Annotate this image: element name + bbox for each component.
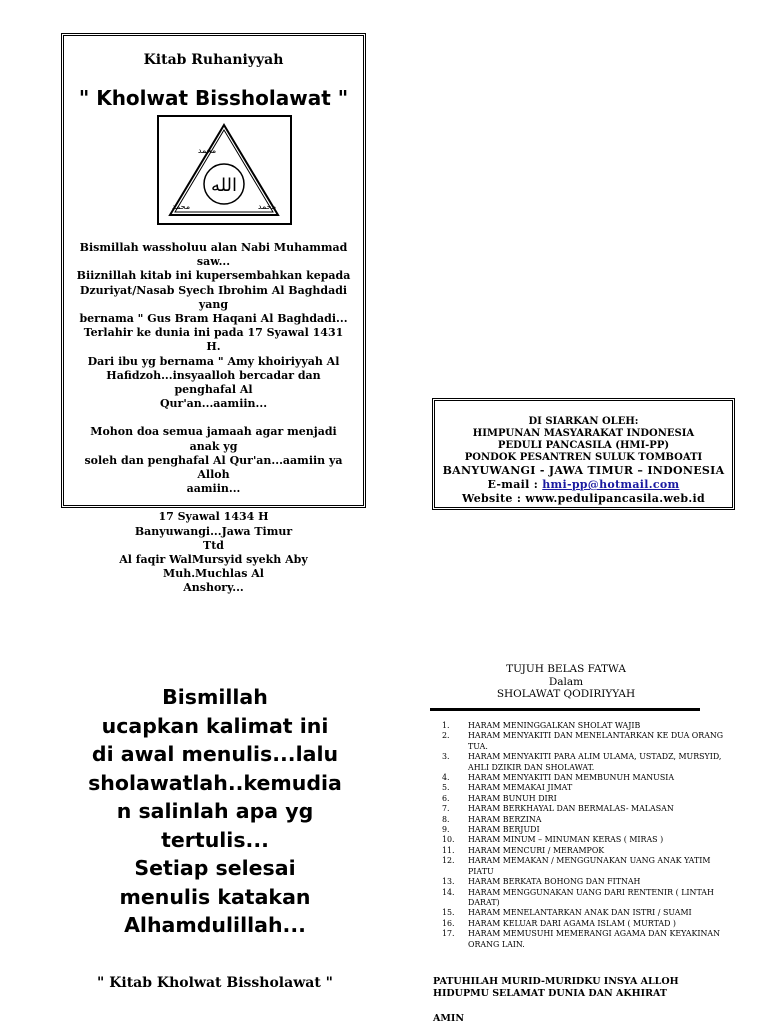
bismillah-block <box>60 683 370 940</box>
cover-line: Banyuwangi...Jawa Timur <box>134 524 293 538</box>
fatwa-item: 10. HARAM MINUM – MINUMAN KERAS ( MIRAS ) <box>442 835 664 845</box>
footer-title: " Kitab Kholwat Bissholawat " <box>97 975 333 991</box>
fatwa-item: 16. HARAM KELUAR DARI AGAMA ISLAM ( MURTAD ) <box>442 918 677 928</box>
fatwa-item: 1. HARAM MENINGGALKAN SHOLAT WAJIB <box>442 721 641 730</box>
bismillah-line: di awal menulis...lalu <box>91 742 339 766</box>
cover-line: soleh dan penghafal Al Qur'an...aamiin ya Alloh <box>84 453 343 482</box>
fatwa-heading-line: SHOLAWAT QODIRIYYAH <box>496 688 636 700</box>
fatwa-item: 15. HARAM MENELANTARKAN ANAK DAN ISTRI / SUAMI <box>442 908 692 918</box>
bismillah-line: n salinlah apa yg <box>116 799 314 823</box>
fatwa-divider <box>430 708 700 711</box>
cover-line: Ttd <box>203 538 224 552</box>
cover-line: Dzuriyat/Nasab Syech Ibrohim Al Baghdadi yang <box>79 283 348 311</box>
closing-line: PATUHILAH MURID-MURIDKU INSYA ALLOH <box>433 976 679 987</box>
cover-line: Al faqir WalMursyid syekh Aby Muh.Muchlas Al <box>119 553 308 581</box>
bismillah-line: Setiap selesai <box>134 856 296 880</box>
publisher-line: HIMPUNAN MASYARAKAT INDONESIA <box>472 428 695 439</box>
bismillah-line: ucapkan kalimat ini <box>101 713 329 738</box>
cover-line: aamiin... <box>186 482 241 496</box>
fatwa-item: 11. HARAM MENCURI / MERAMPOK <box>442 845 605 855</box>
fatwa-item: 13. HARAM BERKATA BOHONG DAN FITNAH <box>442 877 641 887</box>
publisher-line: PEDULI PANCASILA (HMI-PP) <box>497 440 670 451</box>
publisher-website: Website : www.pedulipancasila.web.id <box>462 492 705 505</box>
emblem-corner-right: محمد <box>257 202 277 211</box>
cover-line: Anshory... <box>183 581 244 595</box>
emblem-image <box>157 115 292 225</box>
cover-line: bernama " Gus Bram Haqani Al Baghdadi... <box>79 312 348 326</box>
cover-line: Terlahir ke dunia ini pada 17 Syawal 1431 H. <box>83 326 344 354</box>
cover-line: Bismillah wassholuu alan Nabi Muhammad saw... <box>79 241 348 269</box>
bismillah-line: tertulis... <box>161 827 269 852</box>
bismillah-line: sholawatlah..kemudia <box>88 770 342 795</box>
closing-text <box>433 976 733 1000</box>
emblem-corner-left: محمد <box>171 202 191 211</box>
cover-kitab-label: Kitab Ruhaniyyah <box>143 52 284 68</box>
fatwa-item: 12. HARAM MEMAKAN / MENGGUNAKAN UANG ANAK YATIM PIATU <box>442 856 711 876</box>
emblem-corner-top: محمد <box>197 146 217 155</box>
publisher-email-row <box>435 478 732 492</box>
cover-panel <box>61 33 366 595</box>
cover-line: Dari ibu yg bernama " Amy khoiriyyah Al <box>87 354 340 368</box>
fatwa-item: 5. HARAM MEMAKAI JIMAT <box>442 783 573 793</box>
fatwa-heading-line: Dalam <box>548 675 584 688</box>
fatwa-item: 14. HARAM MENGGUNAKAN UANG DARI RENTENIR ( LINTAH DARAT) <box>442 887 714 907</box>
email-link[interactable]: hmi-pp@hotmail.com <box>542 478 680 491</box>
bismillah-line: menulis katakan <box>119 884 311 909</box>
amin-text: AMIN <box>433 1013 465 1024</box>
fatwa-heading-line: TUJUH BELAS FATWA <box>506 663 626 675</box>
email-label: E-mail : <box>487 478 543 491</box>
fatwa-item: 7. HARAM BERKHAYAL DAN BERMALAS- MALASAN <box>442 804 674 814</box>
emblem-center-glyph: الله <box>210 175 238 196</box>
fatwa-item: 8. HARAM BERZINA <box>442 814 542 824</box>
fatwa-item: 3. HARAM MENYAKITI PARA ALIM ULAMA, USTADZ, MURSYID, AHLI DZIKIR DAN SHOLAWAT. <box>442 752 722 772</box>
publisher-location: BANYUWANGI - JAWA TIMUR – INDONESIA <box>442 464 725 477</box>
fatwa-list <box>442 721 732 950</box>
cover-line: Mohon doa semua jamaah agar menjadi anak yg <box>90 425 337 453</box>
cover-line: Biiznillah kitab ini kupersembahkan kepada <box>76 269 351 283</box>
bismillah-line: Alhamdulillah... <box>124 913 306 937</box>
publisher-line: PONDOK PESANTREN SULUK TOMBOATI <box>464 452 703 463</box>
emblem-triangle-icon <box>159 117 290 223</box>
cover-line: 17 Syawal 1434 H <box>158 510 269 524</box>
fatwa-item: 6. HARAM BUNUH DIRI <box>442 793 557 803</box>
fatwa-item: 2. HARAM MENYAKITI DAN MENELANTARKAN KE DUA ORANG TUA. <box>442 731 724 751</box>
bismillah-line: Bismillah <box>162 685 268 709</box>
cover-line: Qur'an...aamiin... <box>159 397 268 411</box>
fatwa-item: 4. HARAM MENYAKITI DAN MEMBUNUH MANUSIA <box>442 773 675 783</box>
closing-line: HIDUPMU SELAMAT DUNIA DAN AKHIRAT <box>433 988 667 999</box>
cover-title: " Kholwat Bissholawat " <box>78 86 349 110</box>
fatwa-item: 17. HARAM MEMUSUHI MEMERANGI AGAMA DAN KEYAKINAN ORANG LAIN. <box>442 929 720 949</box>
publisher-box <box>432 398 735 510</box>
cover-line: Hafidzoh...insyaalloh bercadar dan penghafal Al <box>106 368 321 397</box>
cover-body <box>76 241 351 596</box>
publisher-line: DI SIARKAN OLEH: <box>528 416 639 427</box>
fatwa-heading <box>430 663 702 701</box>
fatwa-item: 9. HARAM BERJUDI <box>442 825 540 835</box>
